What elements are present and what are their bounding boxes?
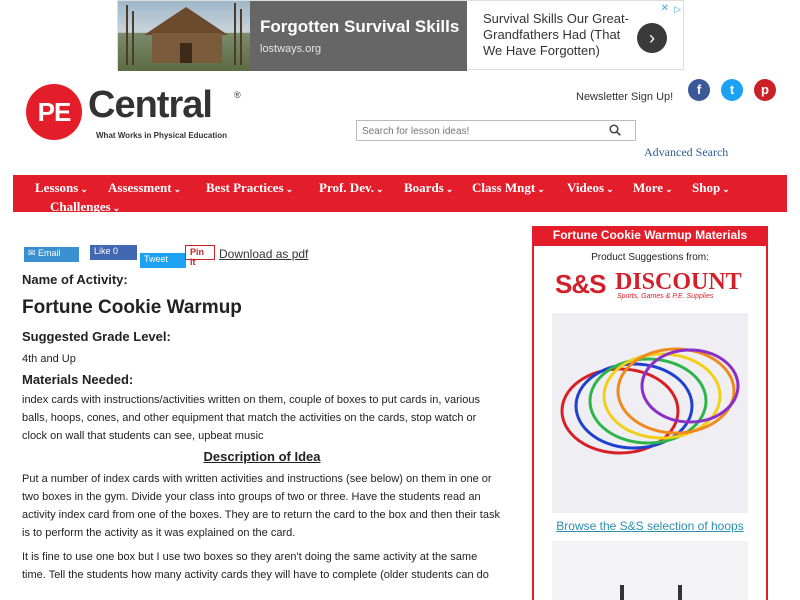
download-pdf-link[interactable]: Download as pdf bbox=[219, 247, 309, 261]
chevron-down-icon: ⌄ bbox=[285, 184, 294, 194]
nav-item-shop[interactable]: Shop ⌄ bbox=[692, 180, 730, 195]
ss-logo-subtitle: Sports, Games & P.E. Supplies bbox=[617, 293, 714, 300]
ad-text-block[interactable] bbox=[467, 1, 683, 69]
nav-item-lessons[interactable]: Lessons ⌄ bbox=[35, 180, 88, 195]
ad-text: Survival Skills Our Great-Grandfathers Had (That We Have Forgotten) bbox=[483, 11, 629, 58]
nav-item-challenges[interactable]: Challenges ⌄ bbox=[50, 199, 121, 214]
ad-image[interactable] bbox=[118, 1, 250, 71]
ad-title[interactable]: Forgotten Survival Skills bbox=[260, 17, 460, 36]
lesson-content bbox=[22, 272, 502, 584]
nav-item-assessment[interactable]: Assessment ⌄ bbox=[108, 180, 182, 195]
facebook-like-button[interactable]: Like 0 bbox=[90, 245, 137, 260]
nav-item-more[interactable]: More ⌄ bbox=[633, 180, 673, 195]
pe-central-logo[interactable] bbox=[26, 84, 241, 144]
description-paragraph-1: Put a number of index cards with written activities and instructions (see below) on them in one or two boxes in the gym. Divide your class into groups of two or three. Have the students read an activity index card from one of the boxes. They are to return the card to the box and then their task is to perform the activity as it was explained on the card. bbox=[22, 473, 500, 539]
chevron-down-icon: ⌄ bbox=[173, 184, 182, 194]
ad-headline-block[interactable] bbox=[250, 1, 467, 71]
twitter-icon[interactable]: t bbox=[721, 79, 743, 101]
chevron-down-icon: ⌄ bbox=[722, 184, 730, 194]
second-product-image[interactable] bbox=[552, 541, 748, 600]
pin-it-button[interactable]: Pin it bbox=[185, 245, 215, 260]
search-icon[interactable] bbox=[609, 124, 621, 136]
facebook-icon[interactable]: f bbox=[688, 79, 710, 101]
logo-tagline: What Works in Physical Education bbox=[96, 131, 227, 140]
chevron-down-icon: ⌄ bbox=[606, 184, 614, 194]
hoops-product-image[interactable] bbox=[552, 313, 748, 513]
ss-discount-logo[interactable] bbox=[555, 271, 745, 301]
sidebar-title: Fortune Cookie Warmup Materials bbox=[534, 226, 766, 246]
chevron-down-icon: ⌄ bbox=[80, 184, 88, 194]
ad-choices-icon[interactable]: ▷ bbox=[674, 4, 681, 14]
description-paragraph-2: It is fine to use one box but I use two boxes so they aren't doing the same activity at the same time. Tell the students how many activity cards they will have to complete (older students can do bbox=[22, 551, 489, 581]
chevron-down-icon: ⌄ bbox=[665, 184, 673, 194]
pinterest-icon[interactable]: p bbox=[754, 79, 776, 101]
second-product-illustration bbox=[552, 541, 748, 600]
product-suggestions-label: Product Suggestions from: bbox=[591, 252, 709, 263]
ad-close-icon[interactable]: ✕ bbox=[660, 3, 669, 14]
description-heading: Description of Idea bbox=[203, 449, 321, 464]
nav-item-videos[interactable]: Videos ⌄ bbox=[567, 180, 614, 195]
logo-registered: ® bbox=[234, 90, 241, 100]
logo-pe-circle: PE bbox=[26, 84, 82, 140]
newsletter-signup-link[interactable]: Newsletter Sign Up! bbox=[576, 91, 674, 103]
materials-label: Materials Needed: bbox=[22, 372, 134, 387]
ss-logo-discount: DISCOUNT bbox=[615, 269, 742, 295]
chevron-down-icon: ⌄ bbox=[376, 184, 384, 194]
chevron-down-icon: ⌄ bbox=[112, 203, 121, 213]
nav-item-prof-dev[interactable]: Prof. Dev. ⌄ bbox=[319, 180, 384, 195]
search-box[interactable] bbox=[356, 120, 636, 141]
grade-level-value: 4th and Up bbox=[22, 353, 76, 365]
logo-wordmark: Central bbox=[88, 84, 212, 126]
advanced-search-link[interactable]: Advanced Search bbox=[644, 145, 729, 159]
browse-hoops-link[interactable]: Browse the S&S selection of hoops bbox=[556, 519, 744, 533]
search-input[interactable] bbox=[357, 122, 597, 141]
grade-level-label: Suggested Grade Level: bbox=[22, 329, 171, 344]
nav-item-class-mngt[interactable]: Class Mngt ⌄ bbox=[472, 180, 545, 195]
hoops-illustration bbox=[552, 313, 748, 513]
materials-text: index cards with instructions/activities written on them, couple of boxes to put cards in, various balls, hoops, cones, and other equipment that match the activities on the cards, stop watch or clock on wall that students can see, upbeat music bbox=[22, 394, 480, 442]
main-nav bbox=[13, 175, 787, 212]
ss-logo-letters: S&S bbox=[555, 269, 606, 299]
materials-sidebar bbox=[532, 226, 768, 600]
activity-name-label: Name of Activity: bbox=[22, 272, 128, 287]
activity-title: Fortune Cookie Warmup bbox=[22, 297, 242, 318]
nav-item-boards[interactable]: Boards ⌄ bbox=[404, 180, 454, 195]
tweet-button[interactable]: Tweet bbox=[140, 253, 186, 268]
ad-url: lostways.org bbox=[260, 43, 322, 55]
ad-next-icon[interactable]: › bbox=[637, 23, 667, 53]
ad-banner[interactable] bbox=[117, 0, 684, 70]
chevron-down-icon: ⌄ bbox=[537, 184, 545, 194]
nav-item-best-practices[interactable]: Best Practices ⌄ bbox=[206, 180, 294, 195]
chevron-down-icon: ⌄ bbox=[445, 184, 454, 194]
email-share-button[interactable]: ✉ Email bbox=[24, 247, 79, 262]
